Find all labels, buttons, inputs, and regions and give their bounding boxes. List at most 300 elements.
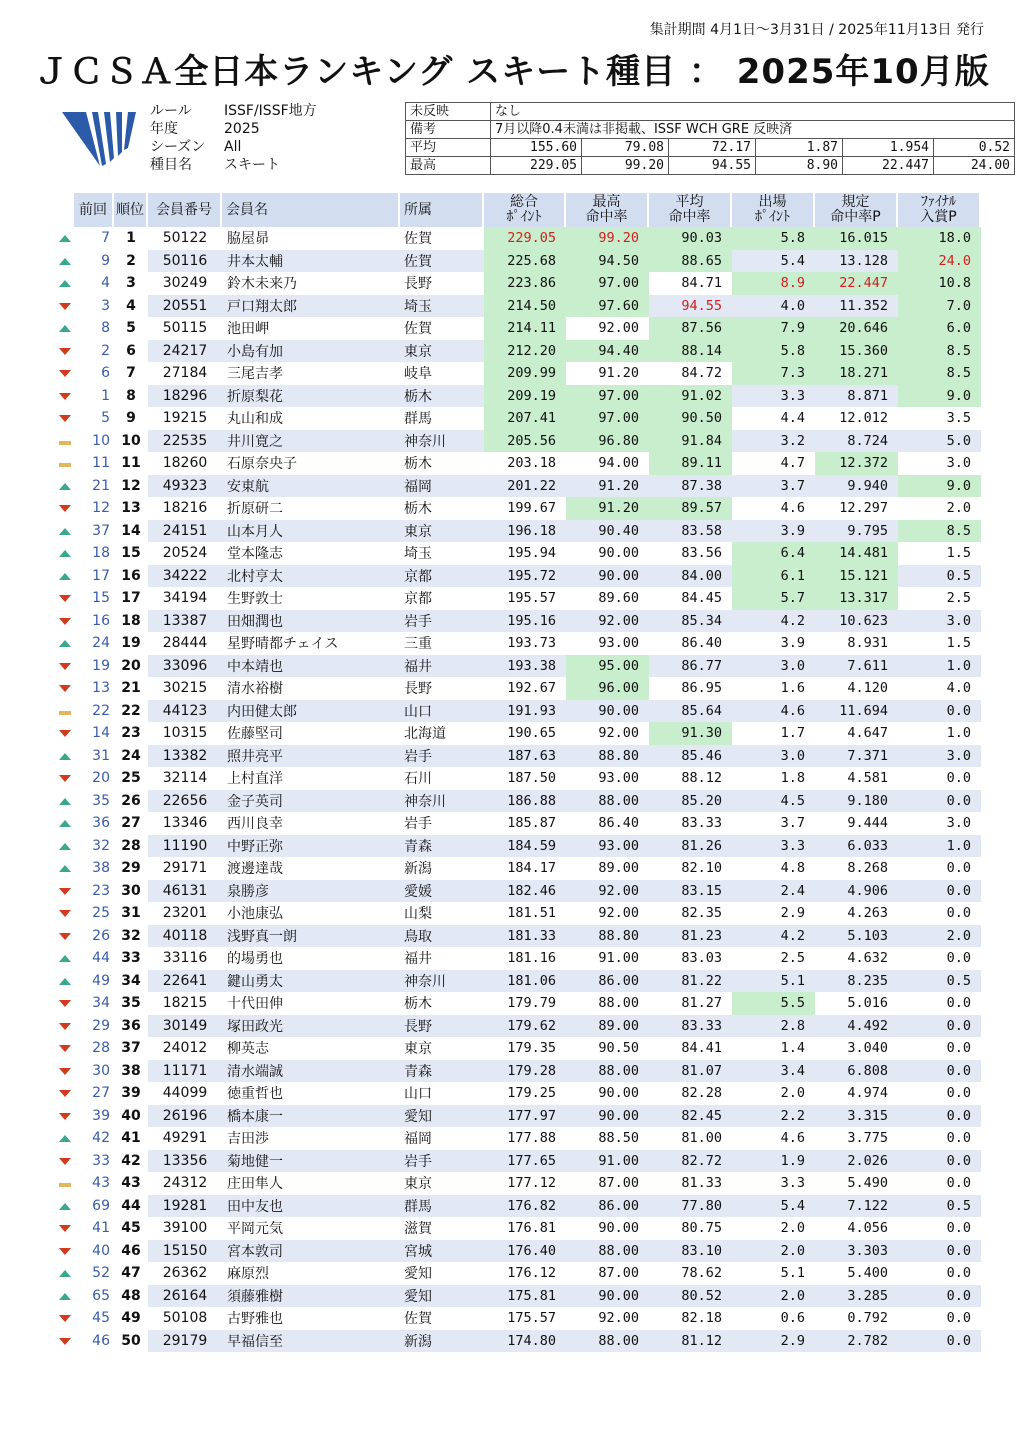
total-points: 192.67 — [507, 680, 556, 697]
avg-hit-rate: 91.84 — [649, 430, 732, 453]
rank: 14 — [121, 522, 141, 539]
table-row — [56, 655, 981, 678]
arrow-down-icon — [59, 393, 71, 400]
avg-hit-rate: 81.23 — [649, 925, 732, 948]
member-name: 須藤雅樹 — [222, 1285, 400, 1308]
prev-rank: 10 — [92, 432, 110, 449]
rank: 32 — [121, 927, 141, 944]
prev-rank: 24 — [92, 635, 110, 652]
rank: 35 — [121, 995, 141, 1012]
prefecture: 群馬 — [400, 1195, 484, 1218]
entry-points: 5.8 — [732, 227, 815, 250]
member-id: 11190 — [148, 835, 222, 858]
trend-cell — [56, 587, 74, 610]
final-points: 24.0 — [898, 250, 981, 273]
total-points: 195.72 — [484, 565, 566, 588]
prev-rank: 15 — [92, 590, 110, 607]
best-hit-rate: 90.50 — [598, 1040, 639, 1057]
prefecture: 栃木 — [404, 456, 432, 473]
total-points: 195.16 — [484, 610, 566, 633]
table-row — [56, 452, 981, 475]
entry-points: 2.0 — [732, 1240, 815, 1263]
prev-rank: 7 — [101, 230, 110, 247]
member-id: 24151 — [148, 520, 222, 543]
arrow-up-icon — [59, 978, 71, 985]
entry-points: 2.0 — [780, 1220, 805, 1237]
avg-hit-rate: 78.62 — [681, 1265, 722, 1282]
entry-points: 4.6 — [732, 700, 815, 723]
table-row — [56, 1262, 981, 1285]
table-row — [56, 340, 981, 363]
prefecture: 岩手 — [400, 745, 484, 768]
member-id: 39100 — [162, 1220, 208, 1237]
col-reg: 規定 命中率P — [815, 193, 898, 227]
avg-hit-rate: 84.00 — [649, 565, 732, 588]
final-points: 1.5 — [946, 635, 971, 652]
col-name: 会員名 — [222, 193, 400, 227]
entry-points: 3.9 — [732, 520, 815, 543]
entry-points: 4.8 — [780, 860, 805, 877]
member-name: 庄田隼人 — [227, 1176, 283, 1193]
member-id: 15150 — [148, 1240, 222, 1263]
table-row — [56, 430, 981, 453]
member-id: 11171 — [148, 1060, 222, 1083]
unchanged-icon — [59, 1183, 71, 1187]
info-row — [150, 156, 317, 174]
prefecture: 栃木 — [404, 996, 432, 1013]
avg-hit-rate: 81.00 — [681, 1130, 722, 1147]
final-points: 0.0 — [946, 1130, 971, 1147]
rank: 41 — [121, 1130, 141, 1147]
max-value: 229.05 — [491, 157, 582, 175]
member-name: 菊地健一 — [222, 1150, 400, 1173]
entry-points: 4.5 — [732, 790, 815, 813]
best-hit-rate: 87.00 — [598, 1175, 639, 1192]
avg-hit-rate: 90.03 — [649, 227, 732, 250]
prefecture: 北海道 — [404, 726, 446, 743]
regulation-points: 10.623 — [815, 610, 898, 633]
prev-rank: 30 — [92, 1062, 110, 1079]
prefecture: 埼玉 — [400, 295, 484, 318]
arrow-up-icon — [59, 235, 71, 242]
member-name: 脇屋昴 — [227, 231, 269, 248]
avg-hit-rate: 83.03 — [681, 950, 722, 967]
final-points: 7.0 — [898, 295, 981, 318]
prev-rank: 26 — [92, 927, 110, 944]
prefecture: 長野 — [400, 1015, 484, 1038]
rank: 12 — [121, 477, 141, 494]
prefecture: 愛媛 — [400, 880, 484, 903]
arrow-down-icon — [59, 1225, 71, 1232]
arrow-down-icon — [59, 1248, 71, 1255]
member-name: 柳英志 — [227, 1041, 269, 1058]
table-row — [56, 632, 981, 655]
trend-cell — [56, 1105, 74, 1128]
total-points: 193.38 — [484, 655, 566, 678]
table-row — [56, 1307, 981, 1330]
prefecture: 栃木 — [400, 385, 484, 408]
regulation-points: 4.120 — [847, 680, 888, 697]
avg-hit-rate: 85.64 — [649, 700, 732, 723]
final-points: 0.0 — [946, 905, 971, 922]
prev-rank: 27 — [92, 1085, 110, 1102]
regulation-points: 3.040 — [847, 1040, 888, 1057]
final-points: 0.0 — [946, 1175, 971, 1192]
member-id: 10315 — [162, 725, 208, 742]
table-row — [56, 812, 981, 835]
regulation-points: 8.235 — [815, 970, 898, 993]
total-points: 199.67 — [507, 500, 556, 517]
member-id: 24012 — [162, 1040, 208, 1057]
final-points: 0.0 — [946, 1310, 971, 1327]
prefecture: 佐賀 — [404, 231, 432, 248]
final-points: 0.0 — [946, 860, 971, 877]
best-hit-rate: 94.00 — [598, 455, 639, 472]
entry-points: 5.8 — [732, 340, 815, 363]
table-row — [56, 1082, 981, 1105]
unchanged-icon — [59, 441, 71, 445]
prev-rank: 28 — [92, 1040, 110, 1057]
prefecture: 長野 — [404, 276, 432, 293]
rank: 34 — [121, 972, 141, 989]
regulation-points: 7.611 — [815, 655, 898, 678]
entry-points: 3.4 — [732, 1060, 815, 1083]
arrow-up-icon — [59, 258, 71, 265]
member-name: 星野晴都チェイス — [227, 636, 339, 653]
avg-hit-rate: 91.02 — [649, 385, 732, 408]
best-hit-rate: 92.00 — [598, 320, 639, 337]
trend-cell — [56, 880, 74, 903]
final-points: 0.0 — [946, 1220, 971, 1237]
col-total: 総合 ﾎﾟｲﾝﾄ — [484, 193, 566, 227]
trend-cell — [56, 272, 74, 295]
trend-cell — [56, 1330, 74, 1353]
regulation-points: 11.694 — [815, 700, 898, 723]
rank: 21 — [121, 680, 141, 697]
trend-cell — [56, 1127, 74, 1150]
rank: 4 — [126, 297, 136, 314]
trend-cell — [56, 790, 74, 813]
prev-rank: 42 — [92, 1130, 110, 1147]
best-hit-rate: 95.00 — [566, 655, 649, 678]
regulation-points: 4.581 — [847, 770, 888, 787]
prefecture: 滋賀 — [404, 1221, 432, 1238]
entry-points: 3.7 — [732, 475, 815, 498]
prefecture: 長野 — [404, 681, 432, 698]
prev-rank: 18 — [92, 545, 110, 562]
prefecture: 山梨 — [404, 906, 432, 923]
trend-cell — [56, 1150, 74, 1173]
summary-table — [405, 102, 1015, 175]
best-hit-rate: 97.60 — [566, 295, 649, 318]
entry-points: 4.6 — [780, 1130, 805, 1147]
best-hit-rate: 97.00 — [566, 407, 649, 430]
prefecture: 鳥取 — [400, 925, 484, 948]
rank: 46 — [121, 1242, 141, 1259]
member-id: 34222 — [148, 565, 222, 588]
member-id: 26196 — [148, 1105, 222, 1128]
member-name: 生野敦士 — [227, 591, 283, 608]
best-hit-rate: 94.50 — [566, 250, 649, 273]
arrow-up-icon — [59, 280, 71, 287]
final-points: 8.5 — [898, 362, 981, 385]
trend-cell — [56, 812, 74, 835]
table-row — [56, 992, 981, 1015]
table-row — [56, 317, 981, 340]
member-id: 33096 — [148, 655, 222, 678]
entry-points: 4.2 — [732, 925, 815, 948]
trend-cell — [56, 992, 74, 1015]
prev-rank: 4 — [101, 275, 110, 292]
table-row — [56, 1172, 981, 1195]
member-id: 20551 — [148, 295, 222, 318]
final-points: 8.5 — [898, 340, 981, 363]
arrow-down-icon — [59, 618, 71, 625]
best-hit-rate: 97.00 — [566, 272, 649, 295]
regulation-points: 5.490 — [847, 1175, 888, 1192]
member-name: 清水裕樹 — [227, 681, 283, 698]
regulation-points: 9.444 — [847, 815, 888, 832]
entry-points: 2.4 — [732, 880, 815, 903]
rank: 27 — [121, 815, 141, 832]
total-points: 179.79 — [507, 995, 556, 1012]
total-points: 177.12 — [507, 1175, 556, 1192]
regulation-points: 7.371 — [815, 745, 898, 768]
table-row — [56, 1060, 981, 1083]
final-points: 18.0 — [898, 227, 981, 250]
trend-cell — [56, 632, 74, 655]
avg-hit-rate: 83.33 — [681, 815, 722, 832]
final-points: 0.0 — [898, 1285, 981, 1308]
regulation-points: 3.775 — [847, 1130, 888, 1147]
member-id: 20524 — [162, 545, 208, 562]
regulation-points: 8.931 — [847, 635, 888, 652]
entry-points: 1.8 — [780, 770, 805, 787]
member-id: 26362 — [162, 1265, 208, 1282]
total-points: 182.46 — [484, 880, 566, 903]
arrow-up-icon — [59, 483, 71, 490]
regulation-points: 2.782 — [815, 1330, 898, 1353]
prefecture: 佐賀 — [404, 321, 432, 338]
member-id: 18260 — [162, 455, 208, 472]
avg-hit-rate: 90.50 — [649, 407, 732, 430]
final-points: 2.5 — [946, 590, 971, 607]
prev-rank: 41 — [92, 1220, 110, 1237]
entry-points: 1.4 — [780, 1040, 805, 1057]
arrow-down-icon — [59, 663, 71, 670]
total-points: 212.20 — [484, 340, 566, 363]
total-points: 209.99 — [484, 362, 566, 385]
member-name: 泉勝彦 — [222, 880, 400, 903]
final-points: 0.0 — [946, 995, 971, 1012]
rank: 19 — [121, 635, 141, 652]
total-points: 181.06 — [484, 970, 566, 993]
arrow-down-icon — [59, 303, 71, 310]
final-points: 1.0 — [946, 725, 971, 742]
entry-points: 1.9 — [732, 1150, 815, 1173]
avg-hit-rate: 88.14 — [649, 340, 732, 363]
trend-cell — [56, 767, 74, 790]
member-name: 山本月人 — [222, 520, 400, 543]
rank: 11 — [121, 455, 141, 472]
prev-rank: 11 — [92, 455, 110, 472]
member-id: 18216 — [162, 500, 208, 517]
member-name: 佐藤堅司 — [227, 726, 283, 743]
table-row — [56, 520, 981, 543]
prev-rank: 9 — [101, 252, 110, 269]
rank: 50 — [121, 1332, 141, 1349]
total-points: 214.11 — [484, 317, 566, 340]
arrow-down-icon — [59, 775, 71, 782]
best-hit-rate: 90.00 — [566, 700, 649, 723]
avg-hit-rate: 80.52 — [649, 1285, 732, 1308]
col-avg: 平均 命中率 — [649, 193, 732, 227]
member-name: 的場勇也 — [227, 951, 283, 968]
prefecture: 神奈川 — [400, 790, 484, 813]
unreflected-value: なし — [491, 103, 1015, 121]
arrow-up-icon — [59, 550, 71, 557]
member-name: 石原奈央子 — [227, 456, 297, 473]
regulation-points: 6.033 — [815, 835, 898, 858]
member-id: 13382 — [148, 745, 222, 768]
prefecture: 東京 — [404, 1041, 432, 1058]
total-points: 184.17 — [507, 860, 556, 877]
final-points: 0.0 — [898, 700, 981, 723]
prev-rank: 3 — [101, 297, 110, 314]
regulation-points: 5.016 — [847, 995, 888, 1012]
member-id: 23201 — [162, 905, 208, 922]
final-points: 9.0 — [898, 385, 981, 408]
entry-points: 4.6 — [780, 500, 805, 517]
table-row — [56, 1105, 981, 1128]
best-hit-rate: 90.00 — [566, 1105, 649, 1128]
entry-points: 1.7 — [780, 725, 805, 742]
table-row — [56, 1285, 981, 1308]
table-row — [56, 1037, 981, 1060]
member-name: 丸山和成 — [227, 411, 283, 428]
final-points: 8.5 — [898, 520, 981, 543]
prev-rank: 45 — [92, 1310, 110, 1327]
final-points: 0.0 — [898, 1060, 981, 1083]
avg-hit-rate: 82.72 — [649, 1150, 732, 1173]
avg-hit-rate: 89.57 — [649, 497, 732, 520]
total-points: 177.97 — [484, 1105, 566, 1128]
regulation-points: 3.315 — [815, 1105, 898, 1128]
trend-cell — [56, 1307, 74, 1330]
prefecture: 石川 — [404, 771, 432, 788]
unreflected-label: 未反映 — [406, 103, 491, 121]
trend-cell — [56, 1037, 74, 1060]
max-value: 99.20 — [582, 157, 669, 175]
prev-rank: 25 — [92, 905, 110, 922]
table-row — [56, 1217, 981, 1240]
member-id: 44099 — [162, 1085, 208, 1102]
rank: 22 — [121, 702, 141, 719]
best-hit-rate: 91.20 — [598, 365, 639, 382]
prev-rank: 12 — [92, 500, 110, 517]
total-points: 179.25 — [507, 1085, 556, 1102]
rank: 13 — [121, 500, 141, 517]
prefecture: 佐賀 — [400, 250, 484, 273]
avg-hit-rate: 83.58 — [649, 520, 732, 543]
arrow-up-icon — [59, 955, 71, 962]
member-name: 塚田政光 — [222, 1015, 400, 1038]
total-points: 174.80 — [484, 1330, 566, 1353]
arrow-down-icon — [59, 1158, 71, 1165]
final-points: 0.0 — [946, 950, 971, 967]
member-name: 橋本康一 — [222, 1105, 400, 1128]
member-name: 宮本敦司 — [222, 1240, 400, 1263]
member-id: 50116 — [148, 250, 222, 273]
trend-cell — [56, 340, 74, 363]
best-hit-rate: 88.00 — [566, 1240, 649, 1263]
prev-rank: 34 — [92, 995, 110, 1012]
total-points: 209.19 — [484, 385, 566, 408]
entry-points: 3.9 — [780, 635, 805, 652]
prefecture: 青森 — [400, 1060, 484, 1083]
best-hit-rate: 90.00 — [598, 1085, 639, 1102]
trend-cell — [56, 317, 74, 340]
arrow-down-icon — [59, 1338, 71, 1345]
trend-cell — [56, 295, 74, 318]
entry-points: 4.4 — [780, 410, 805, 427]
final-points: 1.0 — [898, 835, 981, 858]
regulation-points: 9.940 — [815, 475, 898, 498]
member-id: 27184 — [162, 365, 208, 382]
entry-points: 3.3 — [780, 1175, 805, 1192]
member-name: 平岡元気 — [227, 1221, 283, 1238]
final-points: 0.0 — [946, 1085, 971, 1102]
best-hit-rate: 94.40 — [566, 340, 649, 363]
table-header — [56, 193, 981, 227]
total-points: 179.35 — [507, 1040, 556, 1057]
best-hit-rate: 89.00 — [566, 1015, 649, 1038]
member-name: 堂本隆志 — [227, 546, 283, 563]
member-name: 池田岬 — [227, 321, 269, 338]
regulation-points: 3.285 — [815, 1285, 898, 1308]
best-hit-rate: 92.00 — [598, 1310, 639, 1327]
prev-rank: 37 — [92, 522, 110, 539]
member-name: 中野正弥 — [222, 835, 400, 858]
prev-rank: 8 — [101, 320, 110, 337]
trend-cell — [56, 385, 74, 408]
trend-cell — [56, 430, 74, 453]
prefecture: 岩手 — [400, 610, 484, 633]
entry-points: 2.2 — [732, 1105, 815, 1128]
total-points: 179.62 — [484, 1015, 566, 1038]
member-id: 22641 — [148, 970, 222, 993]
entry-points: 7.9 — [732, 317, 815, 340]
trend-cell — [56, 1262, 74, 1285]
table-row — [56, 790, 981, 813]
regulation-points: 4.632 — [847, 950, 888, 967]
regulation-points: 5.103 — [815, 925, 898, 948]
member-id: 44123 — [148, 700, 222, 723]
rank: 5 — [126, 320, 136, 337]
rank: 31 — [121, 905, 141, 922]
trend-cell — [56, 1240, 74, 1263]
member-id: 29171 — [162, 860, 208, 877]
prev-rank: 1 — [101, 387, 110, 404]
unchanged-icon — [59, 463, 71, 467]
entry-points: 2.0 — [780, 1085, 805, 1102]
best-hit-rate: 88.00 — [566, 1330, 649, 1353]
prev-rank: 5 — [101, 410, 110, 427]
best-hit-rate: 91.00 — [566, 1150, 649, 1173]
table-row — [56, 1015, 981, 1038]
member-name: 三尾吉孝 — [227, 366, 283, 383]
table-row — [56, 1127, 981, 1150]
